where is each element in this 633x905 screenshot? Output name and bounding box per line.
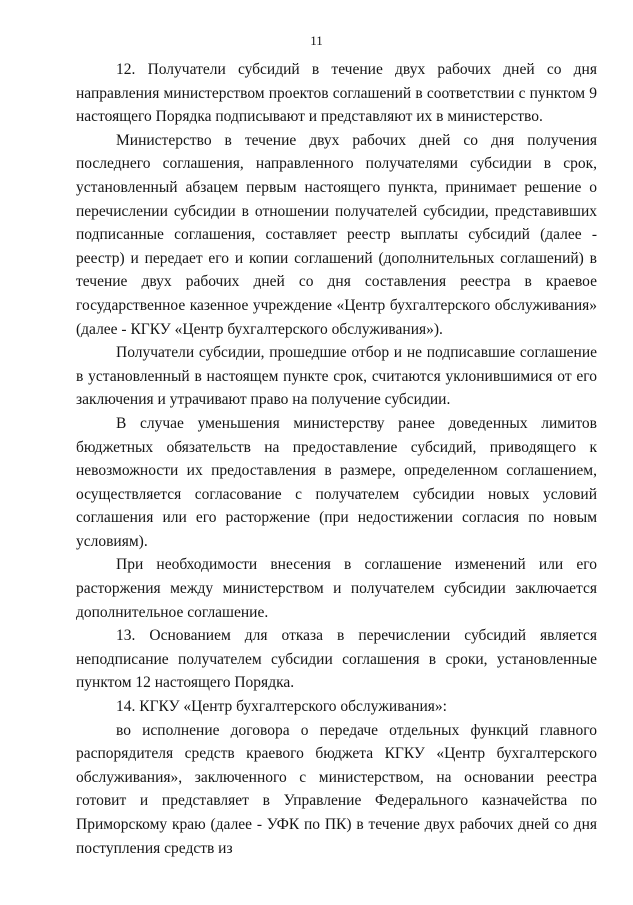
paragraph-evasion: Получатели субсидии, прошедшие отбор и не подписавшие соглашение в установленный в настоящем пункте срок, считаются уклонившимися от его заключения и утрачивают право на получение субсидии. bbox=[76, 344, 597, 409]
paragraph-12: 12. Получатели субсидий в течение двух рабочих дней со дня направления министерством проектов соглашений в соответствии с пунктом 9 настоящего Порядка подписывают и представляют их в министерство. bbox=[76, 61, 597, 126]
paragraph-limits-reduction: В случае уменьшения министерству ранее доведенных лимитов бюджетных обязательств на предоставление субсидий, приводящего к невозможности их предоставления в размере, определенном соглашением, осуществляется согласование с получателем субсидии новых условий соглашения или его расторжение (при недостижении согласия по новым условиям). bbox=[76, 414, 597, 550]
paragraph-additional-agreement: При необходимости внесения в соглашение изменений или его расторжения между министерством и получателем субсидии заключается дополнительное соглашение. bbox=[76, 556, 597, 621]
paragraph-13: 13. Основанием для отказа в перечислении субсидий является неподписание получателем субсидии соглашения в сроки, установленные пунктом 12 настоящего Порядка. bbox=[76, 627, 597, 692]
paragraph-14: 14. КГКУ «Центр бухгалтерского обслуживания»: bbox=[116, 698, 447, 716]
page-number: 11 bbox=[310, 33, 323, 48]
document-body bbox=[76, 58, 597, 860]
paragraph-ministry-decision: Министерство в течение двух рабочих дней со дня получения последнего соглашения, направленного получателями субсидии в срок, установленный абзацем первым настоящего пункта, принимает решение о перечислении субсидии в отношении получателей субсидии, представивших подписанные соглашения, составляет реестр выплаты субсидий (далее - реестр) и передает его и копии соглашений (дополнительных соглашений) в течение двух рабочих дней со дня составления реестра в краевое государственное казенное учреждение «Центр бухгалтерского обслуживания» (далее - КГКУ «Центр бухгалтерского обслуживания»). bbox=[76, 131, 597, 338]
paragraph-14-body: во исполнение договора о передаче отдельных функций главного распорядителя средств краевого бюджета КГКУ «Центр бухгалтерского обслуживания», заключенного с министерством, на основании реестра готовит и представляет в Управление Федерального казначейства по Приморскому краю (далее - УФК по ПК) в течение двух рабочих дней со дня поступления средств из bbox=[76, 721, 597, 857]
